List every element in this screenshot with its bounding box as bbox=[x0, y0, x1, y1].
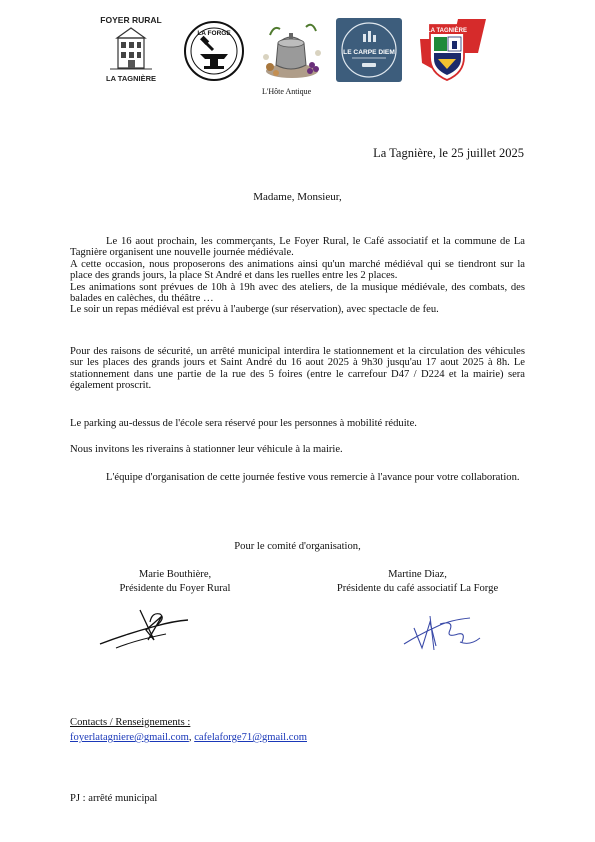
signatory-right-name: Martine Diaz, bbox=[388, 569, 447, 580]
parking-paragraph: Le parking au-dessus de l'école sera réservé pour les personnes à mobilité réduite. bbox=[70, 418, 417, 429]
residents-paragraph: Nous invitons les riverains à stationner leur véhicule à la mairie. bbox=[70, 444, 343, 455]
email-link-laforge[interactable]: cafelaforge71@gmail.com bbox=[194, 732, 307, 743]
signatory-left-title: Présidente du Foyer Rural bbox=[119, 583, 231, 594]
signatory-right-title: Présidente du café associatif La Forge bbox=[336, 583, 499, 594]
signatory-left-name: Marie Bouthière, bbox=[138, 569, 212, 580]
contacts-heading-text: Contacts / Renseignements : bbox=[70, 717, 191, 728]
security-paragraph: Pour des raisons de sécurité, un arrêté municipal interdira le stationnement et la circulation des véhicules sur les places des grands jours et Saint André du 16 aout 2025 à 9h30 jusqu'au 17 aout 2025 à 8h. Le stationnement dans une partie de la rue des 5 foires (entre le carrefour D47 / D224 et la mairie) sera également proscrit. bbox=[70, 346, 525, 392]
hote-antique-logo bbox=[260, 13, 322, 83]
contacts-emails bbox=[70, 732, 307, 743]
foyer-rural-logo bbox=[100, 14, 162, 84]
signature-right bbox=[400, 608, 490, 654]
foyer-rural-logo-top: FOYER RURAL bbox=[100, 15, 162, 25]
hote-antique-caption: L'Hôte Antique bbox=[262, 87, 312, 96]
place-date: La Tagnière, le 25 juillet 2025 bbox=[373, 146, 524, 160]
intro-line-2: A cette occasion, nous proposerons des animations ainsi qu'un marché médiéval qui se tiendront sur la place des grands jours, la place St André et dans les ruelles entre les 2 places. bbox=[70, 258, 525, 282]
intro-paragraph bbox=[70, 236, 525, 316]
contacts-heading bbox=[70, 717, 190, 728]
intro-line-1: Le 16 aout prochain, les commerçants, Le Foyer Rural, le Café associatif et la commune de La Tagnière organisent une nouvelle journée médiévale. bbox=[70, 236, 525, 259]
attachment-note: PJ : arrêté municipal bbox=[70, 793, 158, 804]
carpe-diem-logo bbox=[336, 18, 402, 82]
signatory-left bbox=[80, 568, 270, 596]
signature-left bbox=[96, 604, 196, 650]
carpe-diem-logo-text: LE CARPE DIEM bbox=[343, 49, 395, 56]
la-tagniere-shield-logo bbox=[418, 17, 488, 83]
intro-line-3: Les animations sont prévues de 10h à 19h avec des ateliers, de la musique médiévale, des combats, des balades en calèches, du théâtre … bbox=[70, 281, 525, 305]
foyer-rural-logo-bottom: LA TAGNIÈRE bbox=[106, 74, 156, 83]
thanks-paragraph: L'équipe d'organisation de cette journée festive vous remercie à l'avance pour votre collaboration. bbox=[106, 472, 520, 483]
intro-line-4: Le soir un repas médiéval est prévu à l'auberge (sur réservation), avec spectacle de feu. bbox=[70, 304, 439, 316]
committee-line: Pour le comité d'organisation, bbox=[234, 541, 361, 552]
email-separator: , bbox=[188, 732, 195, 743]
email-link-foyer[interactable]: foyerlatagniere@gmail.com bbox=[70, 732, 189, 743]
salutation: Madame, Monsieur, bbox=[253, 191, 342, 203]
la-forge-logo bbox=[183, 20, 245, 82]
signatory-right bbox=[300, 568, 535, 596]
la-forge-logo-text: LA FORGE bbox=[197, 30, 231, 37]
la-tagniere-shield-text: LA TAGNIÈRE bbox=[427, 28, 467, 34]
